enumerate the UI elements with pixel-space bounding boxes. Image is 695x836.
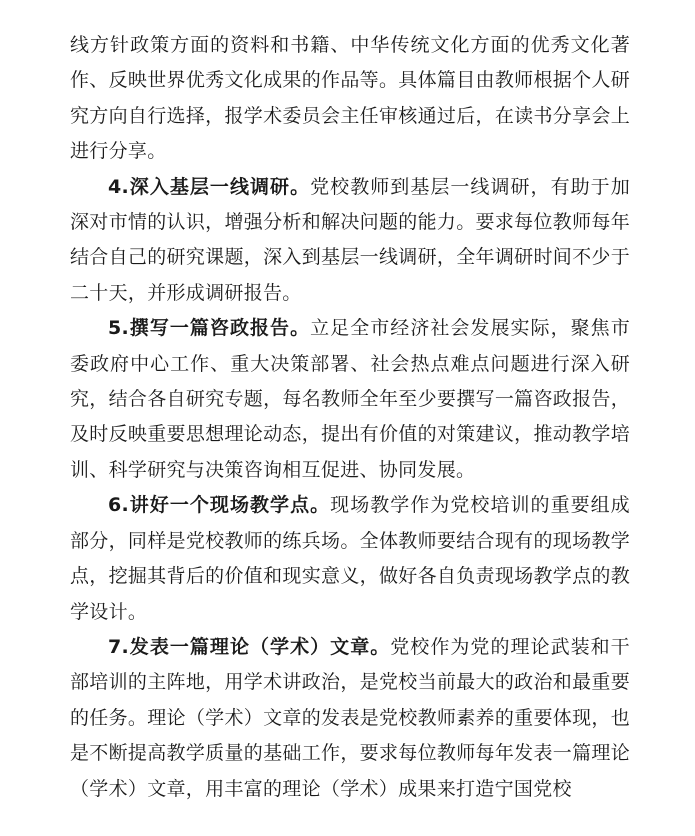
paragraph-heading: 6.讲好一个现场教学点。: [108, 494, 331, 517]
paragraph-heading: 5.撰写一篇咨政报告。: [108, 317, 311, 340]
paragraph-heading: 7.发表一篇理论（学术）文章。: [108, 635, 391, 658]
paragraph-body: 立足全市经济社会发展实际，聚焦市委政府中心工作、重大决策部署、社会热点难点问题进行深入研究，结合各自研究专题，每名教师全年至少要撰写一篇咨政报告，及时反映重要思想理论动态，提出有价值的对策建议，推动教学培训、科学研究与决策咨询相互促进、协同发展。: [70, 317, 630, 481]
paragraph-body: 现场教学作为党校培训的重要组成部分，同样是党校教师的练兵场。全体教师要结合现有的现场教学点，挖掘其背后的价值和现实意义，做好各自负责现场教学点的教学设计。: [70, 494, 630, 623]
paragraph-body: 党校教师到基层一线调研，有助于加深对市情的认识，增强分析和解决问题的能力。要求每位教师每年结合自己的研究课题，深入到基层一线调研，全年调研时间不少于二十天，并形成调研报告。: [70, 175, 630, 304]
paragraph-heading: 4.深入基层一线调研。: [108, 175, 311, 198]
paragraph-body: 党校作为党的理论武装和干部培训的主阵地，用学术讲政治，是党校当前最大的政治和最重要的任务。理论（学术）文章的发表是党校教师素养的重要体现，也是不断提高教学质量的基础工作，要求每位教师每年发表一篇理论（学术）文章，用丰富的理论（学术）成果来打造宁国党校: [70, 635, 630, 800]
paragraph-item-5: [70, 311, 630, 488]
paragraph-body: 线方针政策方面的资料和书籍、中华传统文化方面的优秀文化著作、反映世界优秀文化成果的作品等。具体篇目由教师根据个人研究方向自行选择，报学术委员会主任审核通过后，在读书分享会上进行分享。: [70, 34, 630, 163]
paragraph-item-6: [70, 488, 630, 630]
paragraph-item-7: [70, 630, 630, 807]
paragraph-continued: [70, 28, 630, 170]
paragraph-item-4: [70, 170, 630, 312]
document-page: [70, 28, 630, 807]
